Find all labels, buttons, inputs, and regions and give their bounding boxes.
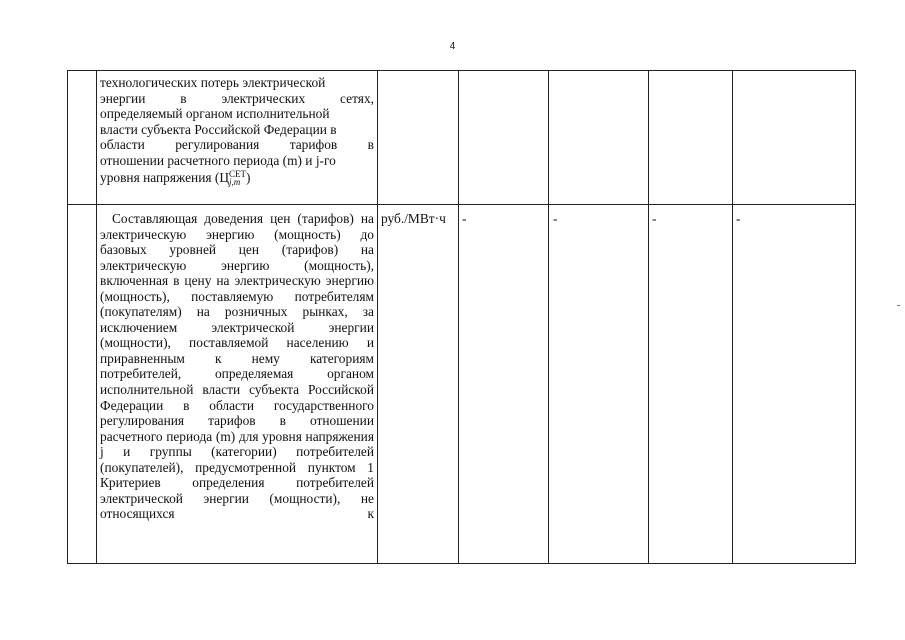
row2-value: - (462, 211, 467, 226)
column-divider (548, 70, 549, 564)
row1-line: отношении расчетного периода (m) и j-го (100, 152, 336, 168)
row2-description-text: Составляющая доведения цен (тарифов) на электрическую энергию (мощность) до базовых уровней цен (тарифов) на электрическую энергию (мощность), включенная в цену на электрическую энергию (мощность), поставляемую потребителям (покупателям) на розничных рынках, за исключением электрической энергии (мощности), поставляемой населению и приравненным к нему категориям потребителей, определяемая органом исполнительной власти субъекта Российской Федерации в области государственного регулирования тарифов в отношении расчетного периода (m) для уровня напряжения j и группы (категории) потребителей (покупателей), предусмотренной пунктом 1 Критериев определения потребителей электрической энергии (мощности), не относящихся к (100, 211, 374, 522)
row1-line: власти субъекта Российской Федерации в (100, 121, 337, 137)
row2-description (100, 211, 374, 522)
row1-formula-line (100, 170, 374, 186)
row2-unit: руб./МВт·ч (381, 211, 446, 226)
column-divider (648, 70, 649, 564)
formula-superscript: СЕТ (229, 169, 247, 180)
table-top-border (67, 70, 856, 71)
row1-line: энергии в электрических сетях, (100, 90, 374, 106)
column-divider (458, 70, 459, 564)
column-divider (96, 70, 97, 564)
table-left-border (67, 70, 68, 564)
row1-line: области регулирования тарифов в (100, 137, 374, 153)
formula-suffix: ) (246, 170, 251, 186)
formula-prefix: уровня напряжения (Ц (100, 170, 230, 186)
row1-line: определяемый органом исполнительной (100, 106, 330, 122)
row1-line: технологических потерь электрической (100, 75, 326, 90)
table-right-border (855, 70, 856, 564)
scan-artifact (897, 305, 900, 306)
formula-indices (229, 170, 246, 186)
row2-value: - (652, 211, 657, 226)
page-number: 4 (449, 41, 456, 52)
column-divider (377, 70, 378, 564)
formula-subscript: j,m (229, 177, 241, 188)
row1-description (100, 75, 374, 186)
table-row-divider (67, 204, 856, 205)
table-bottom-border (67, 563, 856, 564)
row2-value: - (736, 211, 741, 226)
row2-value: - (553, 211, 558, 226)
column-divider (732, 70, 733, 564)
